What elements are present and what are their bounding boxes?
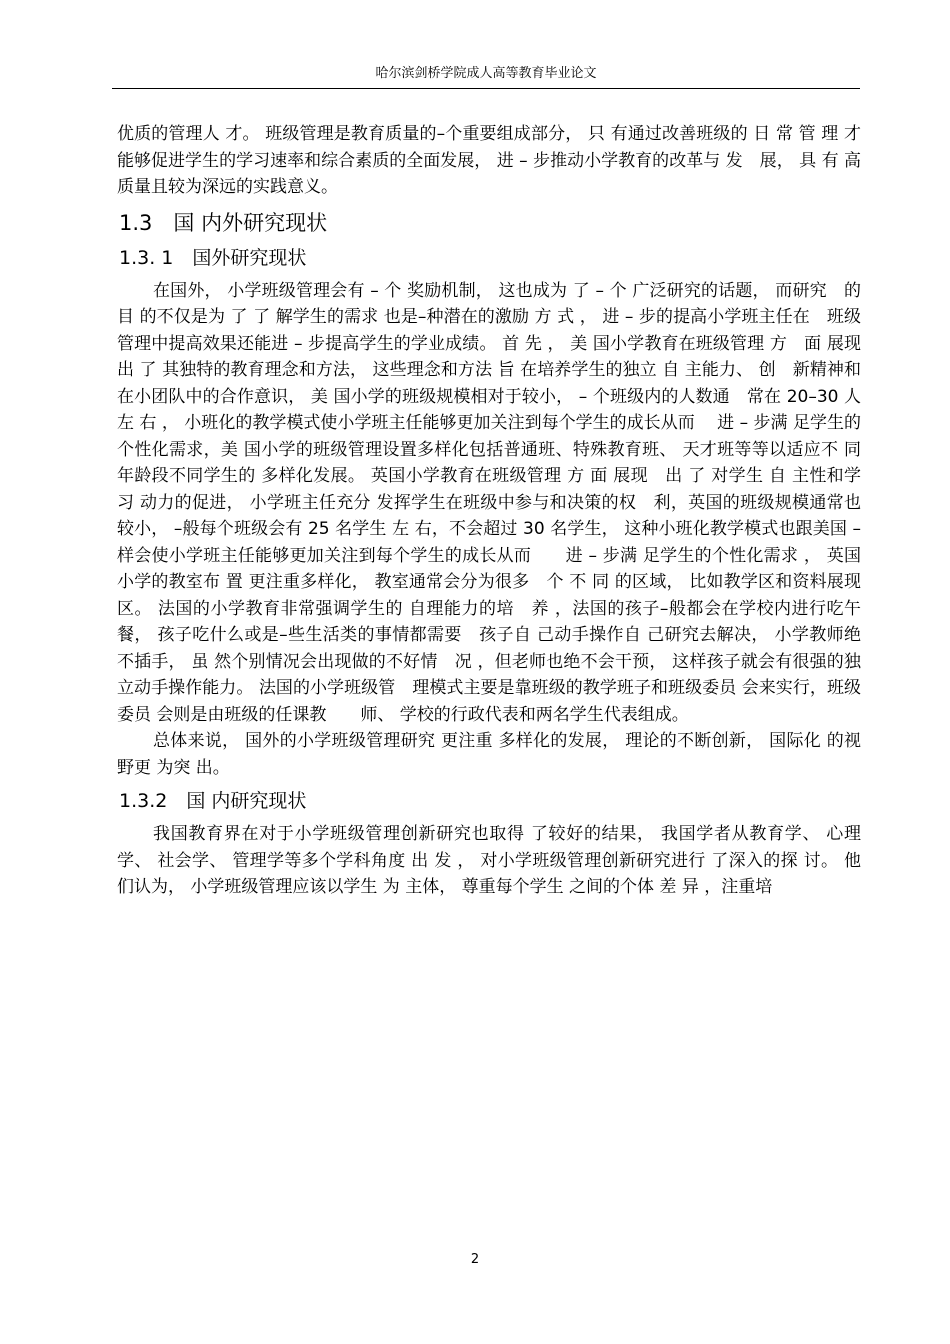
page-number: 2 <box>470 1252 480 1267</box>
foreign-research-paragraph: 在国外， 小学班级管理会有 – 个 奖励机制， 这也成为 了 – 个 广泛研究的话题， 而研究 的 目 的不仅是为 了 了 解学生的需求 也是–种潜在的激励 方 式 ， 进 – 步的提高小学班主任在 班级管理中提高效果还能进 – 步提高学生的学业成绩。 首 先 ， 美 国小学教育在班级管理 方 面 展现出 了 其独特的教育理念和方法， 这些理念和方法 旨 在培养学生的独立 自 主能力、 创 新精神和在小团队中的合作意识， 美 国小学的班级规模相对于较小， – 个班级内的人数通 常在 20–30 人 左 右 ， 小班化的教学模式使小学班主任能够更加关注到每个学生的成长从而 进 – 步满 足学生的个性化需求，美 国小学的班级管理设置多样化包括普通班、特殊教育班、 天才班等等以适应不 同 年龄段不同学生的 多样化发展。 英国小学教育在班级管理 方 面 展现 出 了 对学生 自 主性和学 习 动力的促进， 小学班主任充分 发挥学生在班级中参与和决策的权 利，英国的班级规模通常也较小， –般每个班级会有 25 名学生 左 右，不会超过 30 名学生， 这种小班化教学模式也跟美国 –样会使小学班主任能够更加关注到每个学生的成长从而 进 – 步满 足学生的个性化需求 ， 英国小学的教室布 置 更注重多样化， 教室通常会分为很多 个 不 同 的区域， 比如教学区和资料展现区。 法国的小学教育非常强调学生的 自理能力的培 养 ，法国的孩子–般都会在学校内进行吃午餐， 孩子吃什么或是–些生活类的事情都需要 孩子自 己动手操作自 己研究去解决， 小学教师绝不插手， 虽 然个别情况会出现做的不好情 况 ，但老师也绝不会干预， 这样孩子就会有很强的独立动手操作能力。 法国的小学班级管 理模式主要是靠班级的教学班子和班级委员 会来实行，班级委员 会则是由班级的任课教 师、 学校的行政代表和两名学生代表组成。 <box>117 280 861 725</box>
header-divider <box>112 88 860 89</box>
foreign-summary-paragraph: 总体来说， 国外的小学班级管理研究 更注重 多样化的发展， 理论的不断创新， 国际化 的视野更 为突 出。 <box>117 731 861 778</box>
section-heading-1-3-1: 1.3. 1 国外研究现状 <box>119 246 307 269</box>
page-body <box>117 121 861 901</box>
intro-paragraph: 优质的管理人 才。 班级管理是教育质量的–个重要组成部分， 只 有通过改善班级的 日 常 管 理 才 能够促进学生的学习速率和综合素质的全面发展， 进 – 步推动小学教育的改革与 发 展， 具 有 高 质量且较为深远的实践意义。 <box>117 124 861 197</box>
domestic-research-paragraph: 我国教育界在对于小学班级管理创新研究也取得 了较好的结果， 我国学者从教育学、 心理学、 社会学、 管理学等多个学科角度 出 发 ， 对小学班级管理创新研究进行 了深入的探 讨。 他们认为， 小学班级管理应该以学生 为 主体， 尊重每个学生 之间的个体 差 异 ，注重培 <box>117 824 861 897</box>
section-heading-1-3-2: 1.3.2 国 内研究现状 <box>119 790 307 812</box>
section-heading-1-3: 1.3 国 内外研究现状 <box>119 210 328 235</box>
running-header: 哈尔滨剑桥学院成人高等教育毕业论文 <box>375 66 597 81</box>
